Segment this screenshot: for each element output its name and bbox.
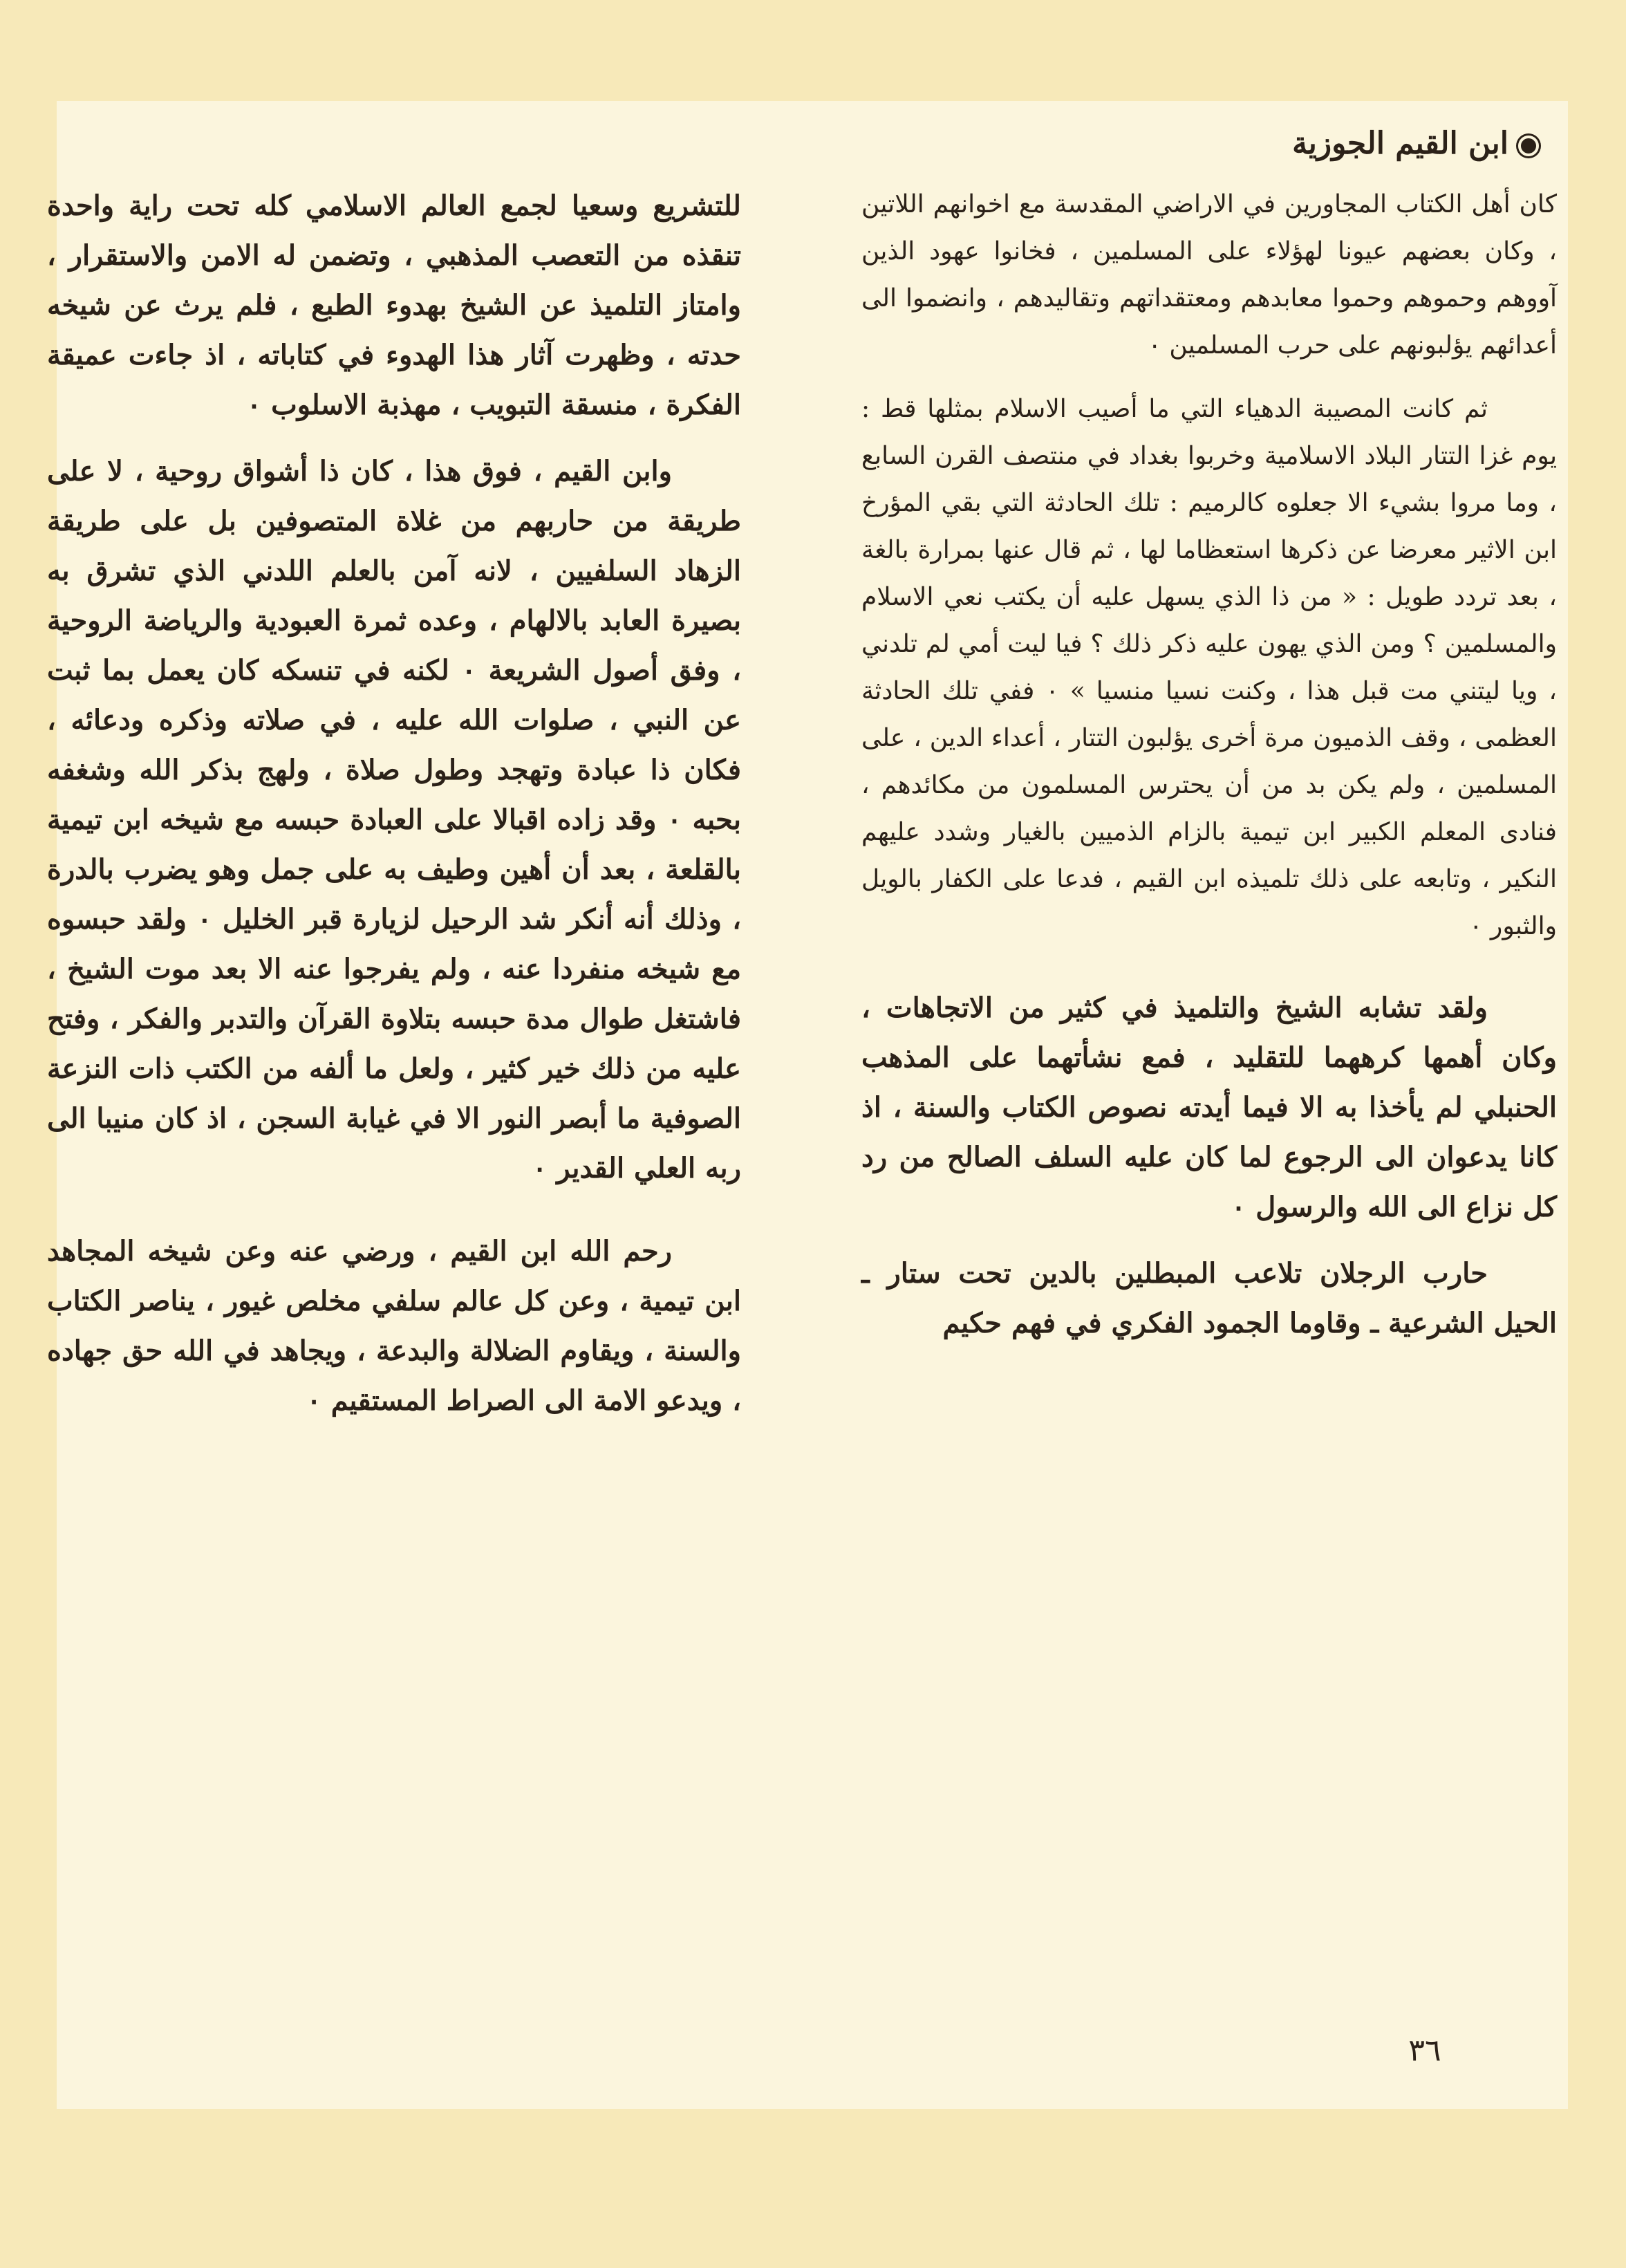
paragraph-3: ولقد تشابه الشيخ والتلميذ في كثير من الاتجاهات ، وكان أهمها كرههما للتقليد ، فمع نشأتهما على المذهب الحنبلي لم يأخذا به الا فيما أيدته نصوص الكتاب والسنة ، اذ كانا يدعوان الى الرجوع لما كان عليه السلف الصالح من رد كل نزاع الى الله والرسول ٠ <box>861 992 1557 1223</box>
page-number: ٣٦ <box>1408 2033 1441 2068</box>
paragraph-2: ثم كانت المصيبة الدهياء التي ما أصيب الاسلام بمثلها قط : يوم غزا التتار البلاد الاسلامية وخربوا بغداد في منتصف القرن السابع ، وما مروا بشيء الا جعلوه كالرميم : تلك الحادثة التي بقي المؤرخ ابن الاثير معرضا عن ذكرها استعظاما لها ، ثم قال عنها بمرارة بالغة ، بعد تردد طويل : « من ذا الذي يسهل عليه أن يكتب نعي الاسلام والمسلمين ؟ ومن الذي يهون عليه ذكر ذلك ؟ فيا ليت أمي لم تلدني ، ويا ليتني مت قبل هذا ، وكنت نسيا منسيا » ٠ ففي تلك الحادثة العظمى ، وقف الذميون مرة أخرى يؤلبون التتار ، أعداء الدين ، على المسلمين ، ولم يكن بد من أن يحترس المسلمون من مكائدهم ، فنادى المعلم الكبير ابن تيمية بالزام الذميين بالغيار وشدد عليهم النكير ، وتابعه على ذلك تلميذه ابن القيم ، فدعا على الكفار بالويل والثبور ٠ <box>861 395 1557 940</box>
paragraph-7: رحم الله ابن القيم ، ورضي عنه وعن شيخه المجاهد ابن تيمية ، وعن كل عالم سلفي مخلص غيور ، يناصر الكتاب والسنة ، ويقاوم الضلالة والبدعة ، ويجاهد في الله حق جهاده ، ويدعو الامة الى الصراط المستقيم ٠ <box>47 1235 741 1417</box>
paragraph-5: للتشريع وسعيا لجمع العالم الاسلامي كله تحت راية واحدة تنقذه من التعصب المذهبي ، وتضمن له الامن والاستقرار ، وامتاز التلميذ عن الشيخ بهدوء الطبع ، فلم يرث عن شيخه حدته ، وظهرت آثار هذا الهدوء في كتاباته ، اذ جاءت عميقة الفكرة ، منسقة التبويب ، مهذبة الاسلوب ٠ <box>47 189 741 421</box>
right-column <box>861 181 1557 1348</box>
paragraph-4: حارب الرجلان تلاعب المبطلين بالدين تحت ستار ـ الحيل الشرعية ـ وقاوما الجمود الفكري في فهم حكيم <box>861 1257 1557 1339</box>
left-column <box>47 181 741 1426</box>
paragraph-1: كان أهل الكتاب المجاورين في الاراضي المقدسة مع اخوانهم اللاتين ، وكان بعضهم عيونا لهؤلاء على المسلمين ، فخانوا عهود الذين آووهم وحموهم وحموا معابدهم ومعتقداتهم وتقاليدهم ، وانضموا الى أعدائهم يؤلبونهم على حرب المسلمين ٠ <box>861 190 1557 360</box>
paragraph-6: وابن القيم ، فوق هذا ، كان ذا أشواق روحية ، لا على طريقة من حاربهم من غلاة المتصوفين بل على طريقة الزهاد السلفيين ، لانه آمن بالعلم اللدني الذي تشرق به بصيرة العابد بالالهام ، وعده ثمرة العبودية والرياضة الروحية ، وفق أصول الشريعة ٠ لكنه في تنسكه كان يعمل بما ثبت عن النبي ، صلوات الله عليه ، في صلاته وذكره ودعائه ، فكان ذا عبادة وتهجد وطول صلاة ، ولهج بذكر الله وشغفه بحبه ٠ وقد زاده اقبالا على العبادة حبسه مع شيخه ابن تيمية بالقلعة ، بعد أن أهين وطيف به على جمل وهو يضرب بالدرة ، وذلك أنه أنكر شد الرحيل لزيارة قبر الخليل ٠ ولقد حبسوه مع شيخه منفردا عنه ، ولم يفرجوا عنه الا بعد موت الشيخ ، فاشتغل طوال مدة حبسه بتلاوة القرآن والتدبر والفكر ، وفتح عليه من ذلك خير كثير ، ولعل ما ألفه من الكتب ذات النزعة الصوفية ما أبصر النور الا في غيابة السجن ، اذ كان منيبا الى ربه العلي القدير ٠ <box>47 455 741 1184</box>
running-header <box>1124 116 1539 171</box>
header-bullet-icon <box>1518 136 1539 156</box>
header-title: ابن القيم الجوزية <box>1292 126 1508 161</box>
